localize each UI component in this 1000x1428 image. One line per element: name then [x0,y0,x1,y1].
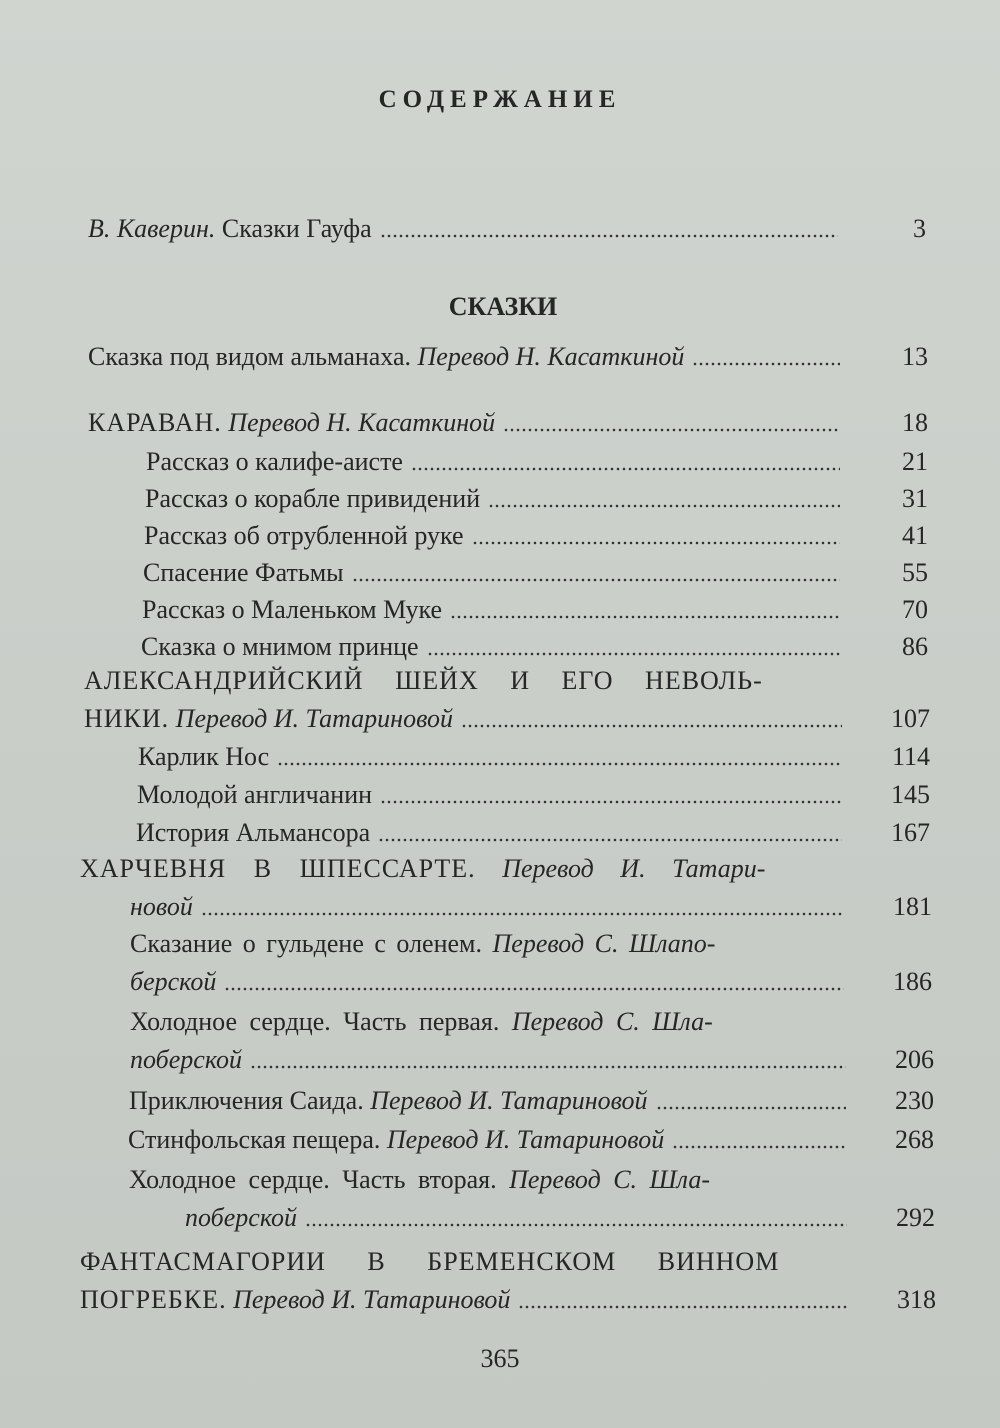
entry-title: Рассказ об отрубленной руке [144,521,464,550]
toc-subentry [128,1121,934,1159]
toc-entry [88,338,928,376]
entry-translator: Перевод И. Татариновой [386,1125,665,1154]
entry-translator: Перевод С. Шла- [511,1007,713,1036]
dot-leader [488,503,840,509]
dot-leader [305,1222,847,1228]
entry-title: ФАНТАСМАГОРИИ В БРЕМЕНСКОМ ВИННОМ [80,1247,780,1276]
entry-title: История Альмансора [136,818,371,847]
toc-subentry [143,554,928,592]
toc-subentry [130,925,932,1001]
page-number: 13 [902,342,928,371]
entry-translator: Перевод Н. Касаткиной [228,408,496,437]
page-number: 31 [902,484,928,513]
dot-leader [427,651,840,657]
entry-translator: Перевод С. Шлапо- [492,929,716,958]
page-number: 268 [895,1125,934,1154]
entry-translator: Перевод И. Татариновой [175,704,454,733]
page-title: СОДЕРЖАНИЕ [378,86,622,113]
page-number: 318 [897,1285,936,1314]
dot-leader [380,799,842,805]
toc-subentry [144,517,928,555]
dot-leader [692,361,840,367]
entry-translator: Перевод Н. Касаткиной [417,342,685,371]
entry-title: Холодное сердце. Часть вторая. [129,1165,497,1194]
page-number: 18 [902,408,928,437]
entry-author: В. Каверин. [88,214,216,243]
page-number: 70 [902,595,928,624]
entry-translator: Перевод И. Татариновой [370,1086,648,1115]
dot-leader [672,1144,846,1150]
toc-subentry [146,443,928,481]
dot-leader [277,761,842,767]
page-number: 3 [913,214,926,243]
entry-translator-cont: новой [130,892,193,921]
page-number: 21 [902,447,928,476]
toc-entry [88,404,928,442]
page-number: 55 [902,558,928,587]
entry-title: Рассказ о корабле привидений [145,484,481,513]
dot-leader [656,1105,846,1111]
entry-title: Сказание о гульдене с оленем. [130,929,482,958]
entry-translator: Перевод И. Татари- [502,854,766,883]
dot-leader [411,466,840,472]
dot-leader [352,577,840,583]
folio-page-number: 365 [480,1344,520,1373]
entry-title: Сказка под видом альманаха. [88,342,412,371]
entry-title: Холодное сердце. Часть первая. [130,1007,500,1036]
toc-subentry [130,1003,934,1079]
dot-leader [201,911,844,917]
entry-translator: Перевод С. Шла- [509,1165,710,1194]
page-number: 145 [891,780,930,809]
toc-subentry [136,814,930,852]
page-number: 107 [891,704,930,733]
entry-title: Рассказ о Маленьком Муке [142,595,443,624]
entry-title: Сказки Гауфа [221,214,372,243]
entry-title-cont: ПОГРЕБКЕ. [80,1285,227,1314]
dot-leader [380,233,838,239]
entry-title: Карлик Нос [138,742,270,771]
entry-translator: Перевод И. Татариновой [233,1285,511,1314]
page-number: 181 [893,892,932,921]
toc-subentry [141,628,928,666]
entry-translator-cont: берской [130,967,217,996]
entry-title: КАРАВАН. [88,408,222,437]
dot-leader [224,986,844,992]
entry-title: ХАРЧЕВНЯ В ШПЕССАРТЕ. [80,854,476,883]
toc-entry [84,662,930,738]
toc-entry-intro [88,210,926,248]
dot-leader [450,614,840,620]
entry-translator-cont: поберской [130,1045,242,1074]
entry-title: Сказка о мнимом принце [141,632,419,661]
dot-leader [518,1304,848,1310]
toc-entry [80,850,932,926]
page-number: 86 [902,632,928,661]
page-number: 186 [893,967,932,996]
toc-subentry [137,776,930,814]
dot-leader [378,837,842,843]
dot-leader [472,540,840,546]
entry-title: АЛЕКСАНДРИЙСКИЙ ШЕЙХ И ЕГО НЕВОЛЬ- [84,666,763,695]
dot-leader [250,1064,846,1070]
toc-subentry [138,738,930,776]
entry-translator-cont: поберской [185,1203,297,1232]
entry-title: Стинфольская пещера. [128,1125,381,1154]
entry-title: Приключения Саида. [129,1086,364,1115]
page-number: 292 [896,1203,935,1232]
page-number: 230 [895,1086,934,1115]
section-heading: СКАЗКИ [448,292,558,321]
entry-title: Спасение Фатьмы [143,558,344,587]
entry-title: Рассказ о калифе-аисте [146,447,403,476]
toc-subentry [142,591,928,629]
page-number: 167 [891,818,930,847]
dot-leader [503,427,840,433]
toc-subentry [129,1161,935,1237]
page-number: 41 [902,521,928,550]
page-number: 206 [895,1045,934,1074]
page-number: 114 [891,742,930,771]
entry-title-cont: НИКИ. [84,704,170,733]
toc-subentry [145,480,928,518]
entry-title: Молодой англичанин [137,780,373,809]
toc-subentry [129,1082,934,1120]
toc-entry [80,1243,936,1319]
dot-leader [461,723,842,729]
